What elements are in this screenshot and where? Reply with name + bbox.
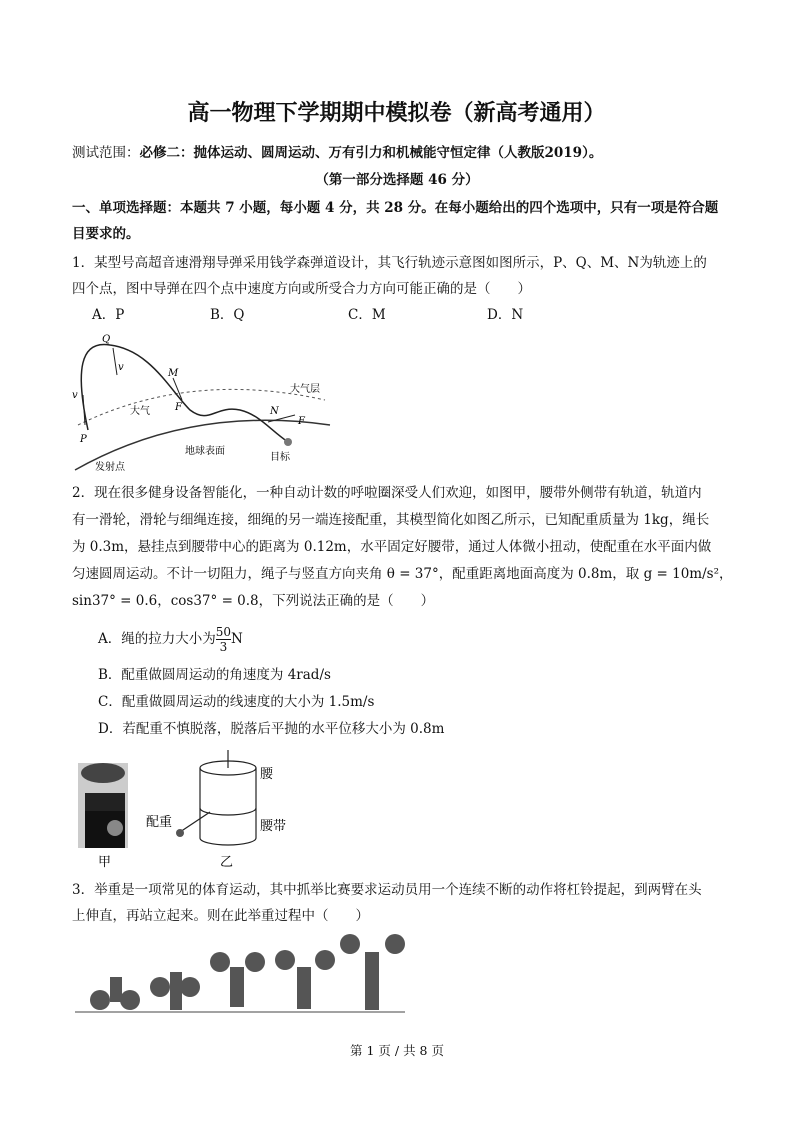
label-atmosphere: 大气: [130, 406, 150, 417]
label-f2: F: [298, 416, 305, 427]
q1-option-d: D．N: [487, 307, 524, 323]
q2-stem-5: sin37° = 0.6，cos37° = 0.8，下列说法正确的是（ ）: [72, 593, 435, 609]
q1-option-a: A．P: [92, 307, 125, 323]
page-footer: 第 1 页 / 共 8 页: [350, 1043, 444, 1058]
q3-stem-2: 上伸直，再站立起来。则在此举重过程中（ ）: [72, 908, 369, 924]
label-yi: 乙: [220, 855, 234, 870]
option-a-text: A．绳的拉力大小为: [98, 631, 216, 647]
label-m: M: [168, 368, 179, 379]
lifter-sequence: [90, 934, 405, 1010]
unit: N: [231, 631, 243, 647]
q3-stem-1: 3．举重是一项常见的体育运动，其中抓举比赛要求运动员用一个连续不断的动作将杠铃提起，到两臂在头: [72, 882, 702, 898]
section-heading-1: 一、单项选择题：本题共 7 小题，每小题 4 分，共 28 分。在每小题给出的四个选项中，只有一项是符合题: [72, 200, 719, 216]
section-heading-2: 目要求的。: [72, 226, 140, 242]
label-v2: v: [72, 390, 78, 401]
page-title: 高一物理下学期期中模拟卷（新高考通用）: [187, 100, 606, 126]
q2-option-a: [98, 625, 748, 654]
q2-stem-1: 2．现在很多健身设备智能化，一种自动计数的呼啦圈深受人们欢迎，如图甲，腰带外侧带有轨道，轨道内: [72, 485, 702, 501]
q3-weightlifting-figure: [75, 932, 405, 1017]
q2-option-b: B．配重做圆周运动的角速度为 4rad/s: [98, 667, 331, 683]
q1-trajectory-figure: [70, 330, 340, 475]
label-launch-point: 发射点: [95, 462, 125, 473]
label-jia: 甲: [98, 855, 112, 870]
label-earth-surface: 地球表面: [185, 446, 225, 457]
scope-value: 必修二：抛体运动、圆周运动、万有引力和机械能守恒定律（人教版2019）。: [139, 145, 603, 161]
label-p: P: [80, 434, 87, 445]
label-atmosphere-layer: 大气层: [290, 384, 320, 395]
q2-stem-3: 为 0.3m，悬挂点到腰带中心的距离为 0.12m，水平固定好腰带，通过人体微小扭动，使配重在水平面内做: [72, 539, 712, 555]
label-belt: 腰带: [260, 819, 287, 834]
weight-ball: [176, 829, 184, 837]
q2-option-d: D．若配重不慎脱落，脱落后平抛的水平位移大小为 0.8m: [98, 721, 445, 737]
label-v: v: [118, 362, 124, 373]
scope-label: 测试范围：: [72, 145, 140, 161]
q2-option-c: C．配重做圆周运动的线速度的大小为 1.5m/s: [98, 694, 375, 710]
denominator: 3: [219, 640, 228, 654]
label-f: F: [175, 402, 182, 413]
label-weight: 配重: [146, 815, 173, 830]
q1-stem-1: 1．某型号高超音速滑翔导弹采用钱学森弹道设计，其飞行轨迹示意图如图所示，P、Q、M、N为轨迹上的: [72, 255, 707, 271]
trajectory-path: [81, 344, 288, 442]
q2-hula-hoop-figure: [70, 748, 310, 873]
label-q: Q: [102, 334, 111, 345]
label-n: N: [270, 406, 279, 417]
cylinder-diagram: [180, 750, 256, 845]
q2-stem-4: 匀速圆周运动。不计一切阻力，绳子与竖直方向夹角 θ = 37°，配重距离地面高度为 0.8m，取 g = 10m/s²，: [72, 566, 733, 582]
label-waist: 腰: [260, 767, 274, 782]
q1-option-c: C．M: [348, 307, 386, 323]
q-arrow: [113, 348, 117, 375]
part-heading: （第一部分选择题 46 分）: [315, 172, 479, 188]
atmosphere-boundary: [78, 389, 325, 425]
photo-person: [78, 763, 128, 848]
q1-option-b: B．Q: [210, 307, 245, 323]
numerator: 50: [215, 625, 232, 639]
fraction: [216, 625, 231, 654]
q2-stem-2: 有一滑轮，滑轮与细绳连接，细绳的另一端连接配重，其模型简化如图乙所示，已知配重质量为 1kg，绳长: [72, 512, 710, 528]
target-dot: [284, 438, 292, 446]
q1-stem-2: 四个点，图中导弹在四个点中速度方向或所受合力方向可能正确的是（ ）: [72, 281, 531, 297]
label-target: 目标: [270, 452, 290, 463]
test-scope: [72, 140, 722, 166]
